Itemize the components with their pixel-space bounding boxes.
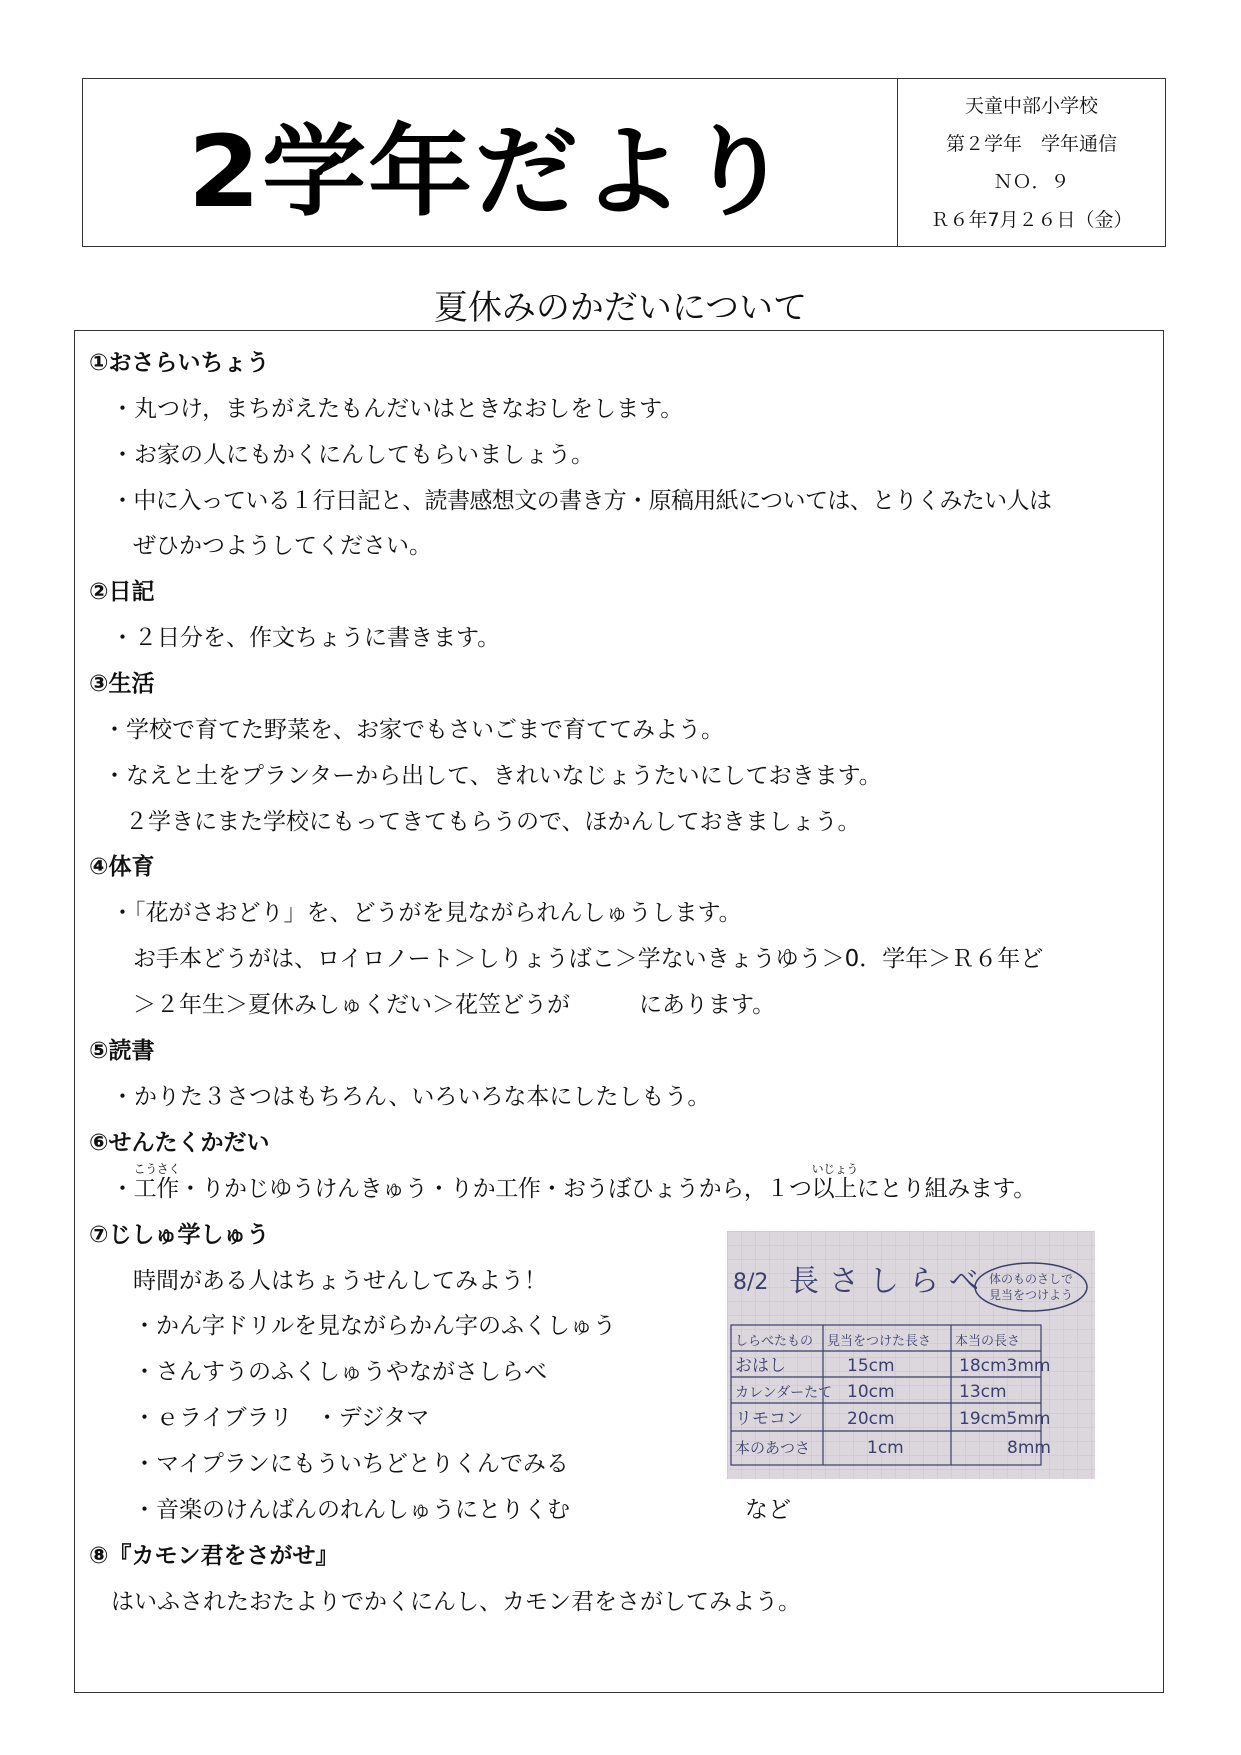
photo-cell: 18cm3mm (959, 1356, 1051, 1376)
notebook-photo-drawing (727, 1231, 1095, 1479)
ruby-ijou-reading: いじょう (811, 1162, 859, 1176)
photo-cell: 19cm5mm (959, 1409, 1051, 1429)
photo-cell: 13cm (959, 1382, 1007, 1402)
school-name: 天童中部小学校 (964, 94, 1098, 117)
photo-date: 8/2 (733, 1270, 769, 1295)
section-5-line-1: ・かりた３さつはもちろん、いろいろな本にしたしもう。 (111, 1084, 711, 1110)
photo-header-estimate: 見当をつけた長さ (827, 1334, 932, 1349)
notebook-photo (727, 1231, 1095, 1479)
section-4-line-2: お手本どうがは、ロイロノート＞しりょうばこ＞学ないきょうゆう＞0．学年＞Ｒ６年ど (133, 946, 1044, 972)
bubble-line-1: 体のものさしで (989, 1272, 1074, 1286)
photo-cell: カレンダーたて (735, 1385, 833, 1401)
photo-header-item: しらべたもの (735, 1334, 814, 1349)
ruby-ijou (811, 1162, 859, 1204)
photo-cell: リモコン (735, 1409, 803, 1429)
section-3-line-1: ・学校で育てた野菜を、お家でもさいごまで育ててみよう。 (103, 717, 724, 743)
photo-header-actual: 本当の長さ (955, 1334, 1021, 1349)
photo-cell: 15cm (847, 1356, 895, 1376)
section-7-intro: 時間がある人はちょうせんしてみよう！ (133, 1268, 547, 1294)
page-subtitle: 夏休みのかだいについて (433, 288, 808, 328)
ruby-ijou-base: 以上 (811, 1176, 857, 1202)
section-6-text-mid: ・りかじゆうけんきゅう・りか工作・おうぼひょうから，１つ (178, 1176, 812, 1202)
section-6-heading: ⑥せんたくかだい (89, 1130, 270, 1156)
newsletter-name: 第２学年 学年通信 (945, 132, 1117, 155)
photo-title: 長さしらべ (789, 1264, 989, 1299)
section-3-line-2: ・なえと土をプランターから出して、きれいなじょうたいにしておきます。 (103, 763, 882, 789)
bubble-line-2: 見当をつけよう (989, 1288, 1074, 1302)
photo-cell: 8mm (1007, 1438, 1051, 1458)
title-cell (83, 79, 898, 246)
photo-cell: 20cm (847, 1409, 895, 1429)
section-6-bullet: ・ (111, 1176, 134, 1202)
section-8-heading: ⑧『カモン君をさがせ』 (89, 1543, 339, 1569)
section-1-line-4: ぜひかつようしてください。 (133, 533, 432, 559)
section-6-line-1 (111, 1162, 1036, 1204)
section-7-item: ・さんすうのふくしゅうやながさしらべ (133, 1359, 547, 1385)
section-1-heading: ①おさらいちょう (89, 350, 270, 376)
content-box (74, 330, 1164, 1693)
section-7-item: ・ｅライブラリ ・デジタマ (133, 1405, 430, 1431)
photo-cell: おはし (735, 1356, 786, 1376)
ruby-kousaku (133, 1162, 181, 1204)
issue-number: ＮＯ．９ (993, 170, 1070, 193)
ruby-kousaku-reading: こうさく (133, 1162, 181, 1176)
newsletter-title: 2学年だより (187, 113, 793, 229)
section-7-item: ・かん字ドリルを見ながらかん字のふくしゅう (133, 1313, 616, 1339)
section-1-line-3: ・中に入っている１行日記と、読書感想文の書き方・原稿用紙については、とりくみたい人は (111, 488, 1052, 514)
section-5-heading: ⑤読書 (89, 1038, 155, 1064)
section-7-item: ・マイプランにもういちどとりくんでみる (133, 1451, 569, 1477)
section-4-line-1: ・「花がさおどり」を、どうがを見ながられんしゅうします。 (111, 900, 742, 926)
section-7-heading: ⑦じしゅ学しゅう (89, 1222, 270, 1248)
section-4-heading: ④体育 (89, 854, 155, 880)
ruby-kousaku-base: 工作 (133, 1176, 179, 1202)
photo-cell: 10cm (847, 1382, 895, 1402)
section-2-line-1: ・２日分を、作文ちょうに書きます。 (111, 625, 501, 651)
section-2-heading: ②日記 (89, 579, 155, 605)
section-3-heading: ③生活 (89, 671, 155, 697)
section-1-line-2: ・お家の人にもかくにんしてもらいましょう。 (111, 442, 594, 468)
photo-cell: 本のあつさ (735, 1439, 811, 1457)
photo-cell: 1cm (867, 1438, 904, 1458)
section-6-text-end: にとり組みます。 (856, 1176, 1036, 1202)
section-4-line-3: ＞２年生＞夏休みしゅくだい＞花笠どうが にあります。 (133, 992, 776, 1018)
section-7-etc: など (745, 1497, 791, 1523)
section-8-line-1: はいふされたおたよりでかくにんし、カモン君をさがしてみよう。 (111, 1589, 801, 1615)
info-cell (898, 79, 1165, 246)
newsletter-header (82, 78, 1166, 247)
section-7-item: ・音楽のけんばんのれんしゅうにとりくむ (133, 1497, 570, 1523)
section-3-line-3: ２学きにまた学校にもってきてもらうので、ほかんしておきましょう。 (125, 809, 861, 835)
issue-date: Ｒ６年7月２６日（金） (930, 208, 1133, 231)
section-1-line-1: ・丸つけ，まちがえたもんだいはときなおしをします。 (111, 396, 684, 422)
